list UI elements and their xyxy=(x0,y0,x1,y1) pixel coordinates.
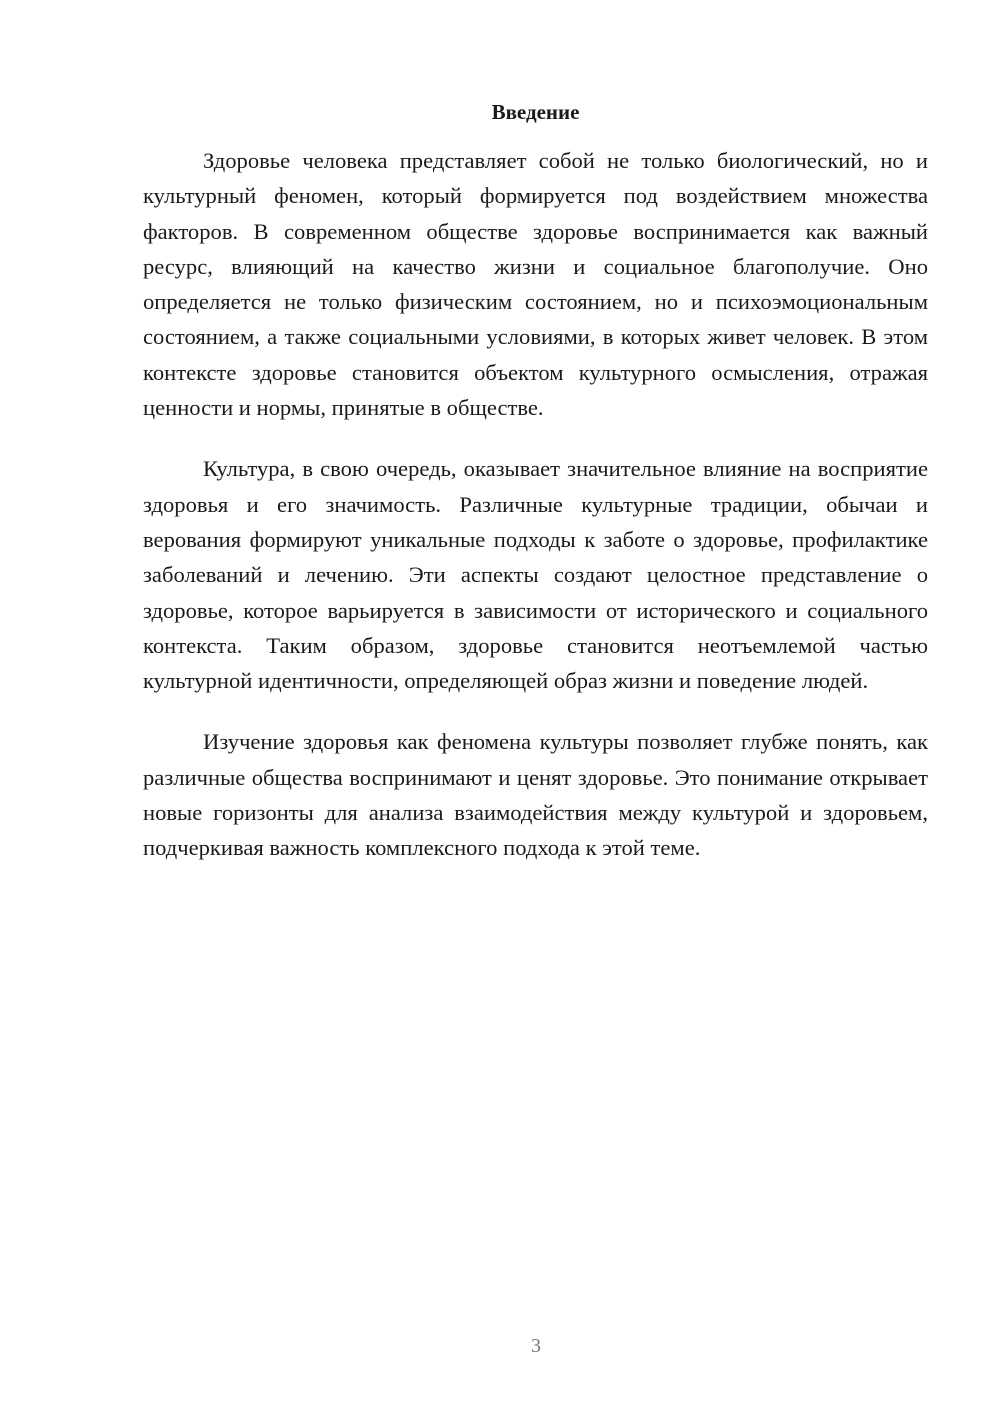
paragraph-1: Здоровье человека представляет собой не только биологический, но и культурный феномен, который формируется под воздействием множества факторов. В современном обществе здоровье воспринимается как важный ресурс, влияющий на качество жизни и социальное благополучие. Оно определяется не только физическим состоянием, но и психоэмоциональным состоянием, а также социальными условиями, в которых живет человек. В этом контексте здоровье становится объектом культурного осмысления, отражая ценности и нормы, принятые в обществе. xyxy=(143,148,928,421)
section-heading: Введение xyxy=(491,100,580,124)
body-text xyxy=(143,143,928,892)
paragraph-2: Культура, в свою очередь, оказывает значительное влияние на восприятие здоровья и его значимость. Различные культурные традиции, обычаи и верования формируют уникальные подходы к заботе о здоровье, профилактике заболеваний и лечению. Эти аспекты создают целостное представление о здоровье, которое варьируется в зависимости от исторического и социального контекста. Таким образом, здоровье становится неотъемлемой частью культурной идентичности, определяющей образ жизни и поведение людей. xyxy=(143,456,928,694)
page-number: 3 xyxy=(531,1335,541,1357)
paragraph-3: Изучение здоровья как феномена культуры позволяет глубже понять, как различные общества воспринимают и ценят здоровье. Это понимание открывает новые горизонты для анализа взаимодействия между культурой и здоровьем, подчеркивая важность комплексного подхода к этой теме. xyxy=(143,729,928,861)
